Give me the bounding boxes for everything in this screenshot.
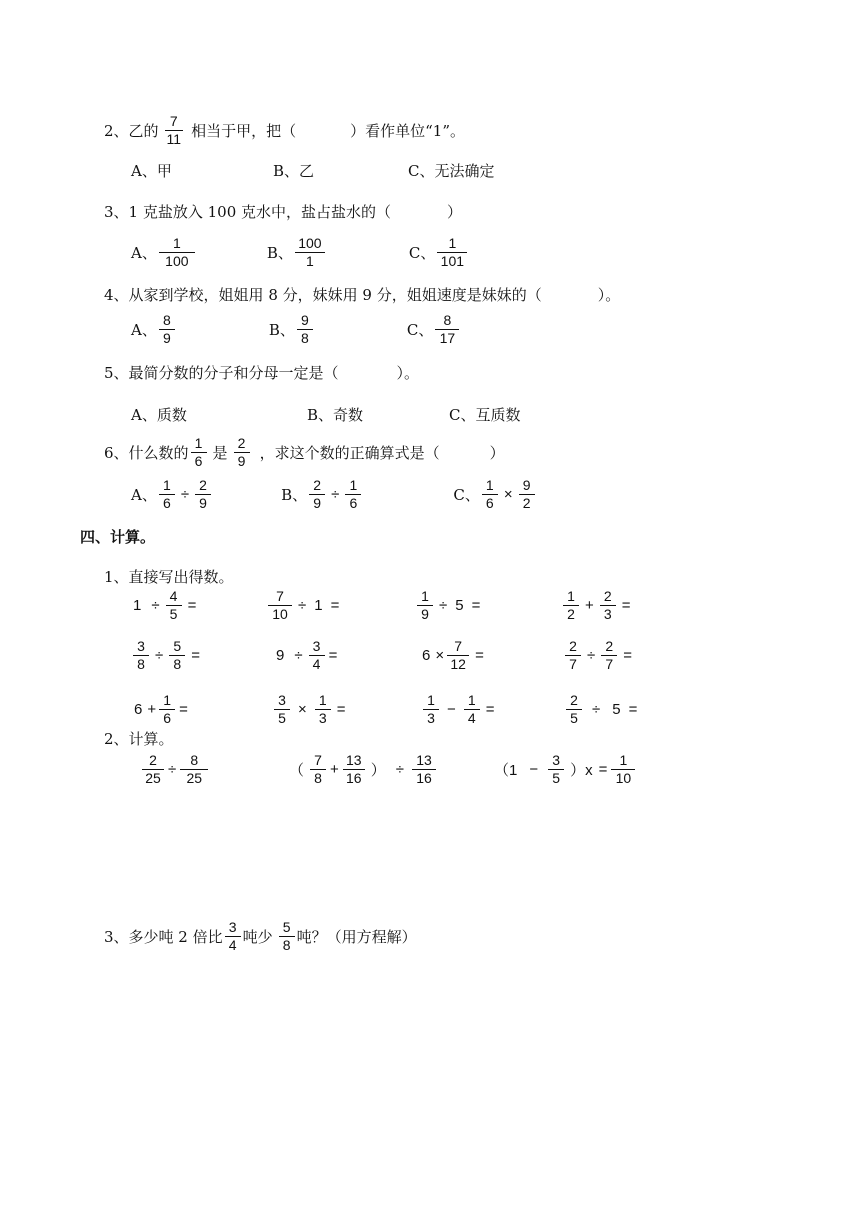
part-2-title: 2、计算。 [104, 730, 174, 748]
question-2-stem: 2、乙的 $\frac{7}{11}$ 相当于甲，把（ ）看作单位“1”。 [104, 113, 465, 147]
part-3-problem: 3、多少吨 2 倍比 $\frac{3}{4}$ 吨少 $\frac{5}{8}$ 吨？（用方程解） [104, 919, 417, 953]
mental-math-item: $\frac{1}{9}$ ÷ 5 = [415, 589, 484, 621]
question-5-stem: 5、最简分数的分子和分母一定是（ ）。 [104, 364, 420, 382]
fraction: $\frac{1}{6}$ [482, 478, 498, 510]
fraction: $\frac{5}{8}$ [279, 920, 295, 952]
mental-math-item: $\frac{2}{7}$ ÷ $\frac{2}{7}$ = [563, 639, 636, 671]
mental-math-item: $\frac{7}{10}$ ÷ 1 = [266, 589, 343, 621]
fraction: $\frac{8}{9}$ [159, 313, 175, 345]
mental-math-item: $\frac{2}{5}$ ÷ 5 = [564, 693, 641, 725]
calc-item-3: （1 − $\frac{3}{5}$ ）x = $\frac{1}{10}$ [490, 753, 637, 785]
question-4-stem: 4、从家到学校，姐姐用 8 分，妹妹用 9 分，姐姐速度是妹妹的（ ）。 [104, 286, 621, 304]
part-1-title: 1、直接写出得数。 [104, 568, 234, 586]
question-6-stem: 6、什么数的 $\frac{1}{6}$ 是 $\frac{2}{9}$ ，求这个数的正确算式是（ ） [104, 435, 505, 469]
question-2-options [131, 160, 494, 181]
option-b: B、奇数 [307, 406, 364, 424]
fraction: $\frac{1}{6}$ [345, 478, 361, 510]
fraction: $\frac{1}{101}$ [437, 236, 467, 268]
fraction: $\frac{2}{9}$ [234, 436, 250, 468]
question-4-options: A、 $\frac{8}{9}$ B、 $\frac{9}{8}$ C、 $\frac{8}{17}$ [131, 313, 461, 345]
fraction: $\frac{3}{4}$ [225, 920, 241, 952]
fraction: $\frac{1}{100}$ [159, 236, 195, 268]
option-a: A、质数 [131, 406, 187, 424]
mental-math-item: 9 ÷ $\frac{3}{4}$ = [276, 638, 338, 672]
fraction: $\frac{1}{6}$ [191, 436, 207, 468]
option-b: B、乙 [273, 162, 315, 180]
option-c: C、无法确定 [408, 162, 495, 180]
mental-math-item: 6 × $\frac{7}{12}$ = [422, 638, 484, 672]
fraction: $\frac{2}{9}$ [309, 478, 325, 510]
mental-math-item: $\frac{1}{3}$ − $\frac{1}{4}$ = [421, 693, 499, 725]
fraction: $\frac{9}{8}$ [297, 313, 313, 345]
fraction: $\frac{7}{11}$ [166, 113, 182, 147]
fraction: $\frac{1}{6}$ [159, 478, 175, 510]
fraction: $\frac{8}{17}$ [435, 313, 459, 345]
option-a: A、甲 [131, 162, 172, 180]
question-3-stem: 3、1 克盐放入 100 克水中，盐占盐水的（ ） [104, 203, 463, 221]
mental-math-item: 6 + $\frac{1}{6}$ = [134, 692, 188, 726]
fraction: $\frac{9}{2}$ [519, 478, 535, 510]
mental-math-item: $\frac{3}{5}$ × $\frac{1}{3}$ = [272, 693, 350, 725]
mental-math-item: 1 ÷ $\frac{4}{5}$ = [133, 588, 197, 622]
fraction: $\frac{2}{9}$ [195, 478, 211, 510]
calc-item-1: $\frac{2}{25}$ ÷ $\frac{8}{25}$ [140, 753, 210, 785]
mental-math-item: $\frac{3}{8}$ ÷ $\frac{5}{8}$ = [131, 639, 204, 671]
option-c: C、互质数 [449, 406, 521, 424]
mental-math-item: $\frac{1}{2}$ + $\frac{2}{3}$ = [561, 589, 635, 621]
section-heading: 四、计算。 [80, 528, 156, 546]
question-3-options: A、 $\frac{1}{100}$ B、 $\frac{100}{1}$ C、 $\frac{1}{101}$ [131, 236, 469, 268]
question-5-options [131, 404, 520, 425]
question-6-options: A、 $\frac{1}{6}$ ÷ $\frac{2}{9}$ B、 $\frac{2}{9}$ ÷ $\frac{1}{6}$ C、 $\frac{1}{6}$ × $\frac{9}{2}$ [131, 478, 537, 510]
fraction: $\frac{100}{1}$ [295, 236, 325, 268]
calc-item-2: （ $\frac{7}{8}$ + $\frac{13}{16}$ ） ÷ $\frac{13}{16}$ [285, 753, 438, 785]
